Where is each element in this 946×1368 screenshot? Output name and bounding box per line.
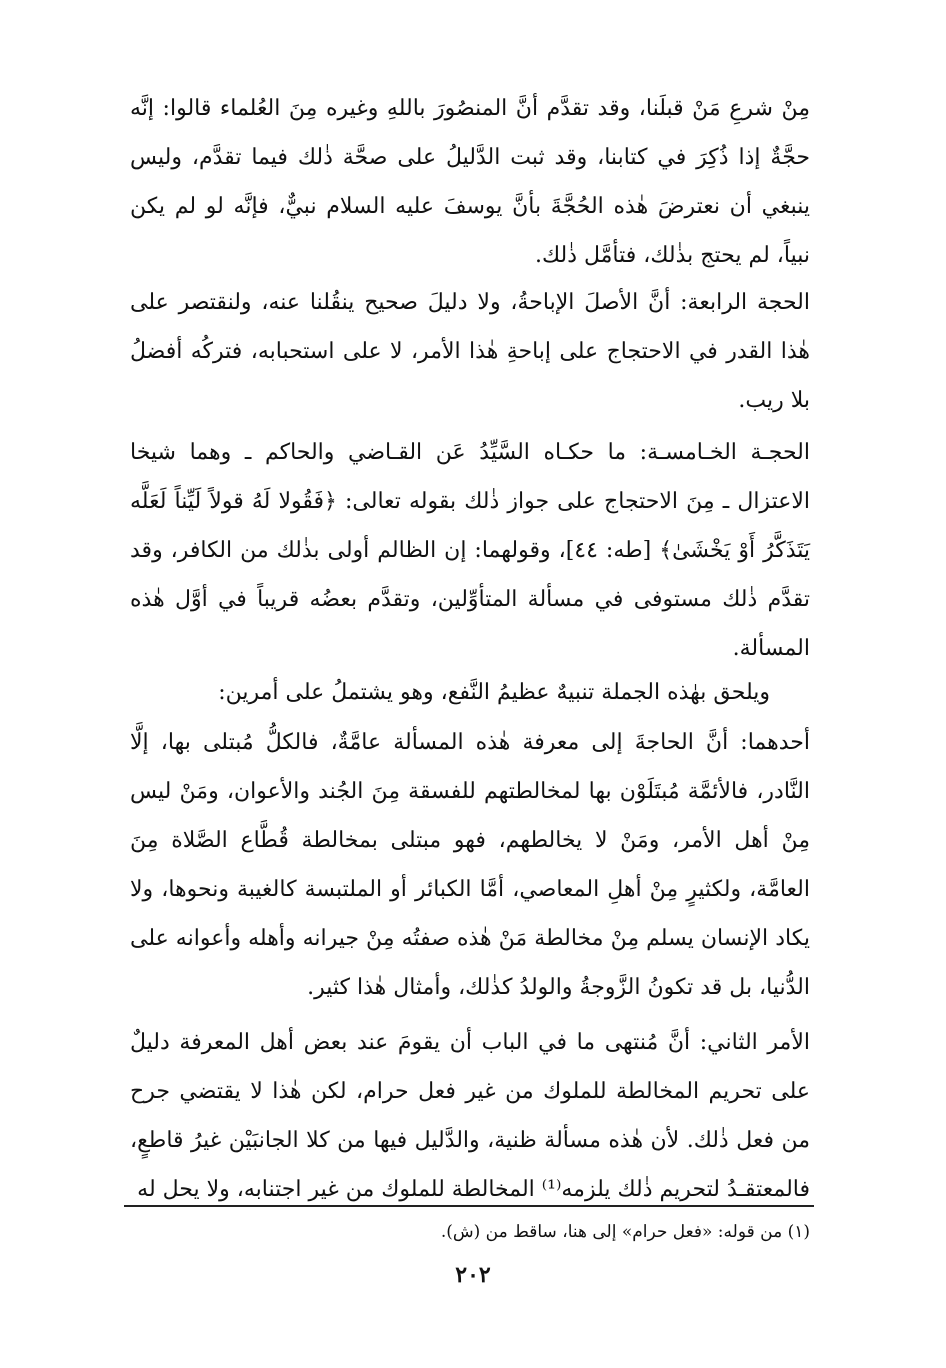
paragraph-4: ويلحق بهٰذه الجملة تنبيهٌ عظيمُ النَّفع، وهو يشتملُ على أمرين: xyxy=(218,680,770,705)
page-number: ٢٠٢ xyxy=(455,1262,491,1288)
footnote-divider xyxy=(124,1205,814,1207)
paragraph-5: أحدهما: أنَّ الحاجةَ إلى معرفة هٰذه المسألة عامَّةٌ، فالكلُّ مُبتلى بها، إلَّا النَّادر، فالأئمَّة مُبتَلَوْن بها لمخالطتهم للفسقة مِنَ الجُند والأعوان، ومَنْ ليس مِنْ أهل الأمر، ومَنْ لا يخالطهم، فهو مبتلى بمخالطة قُطَّاع الصَّلاة مِنَ العامَّة، ولكثيرٍ مِنْ أهلِ المعاصي، أمَّا الكبائر أو الملتبسة كالغيبة ونحوها، ولا يكاد الإنسان يسلم مِنْ مخالطة مَنْ هٰذه صفتُه مِنْ جيرانه وأهله وأعوانه على الدُّنيا، بل قد تكونُ الزَّوجةُ والولدُ كذٰلك، وأمثال هٰذا كثير. xyxy=(130,730,810,1000)
paragraph-6: الأمر الثاني: أنَّ مُنتهى ما في الباب أن يقومَ عند بعض أهل المعرفة دليلٌ على تحريم المخالطة للملوك من غير فعل حرام، لكن هٰذا لا يقتضي جرح من فعل ذٰلك. لأن هٰذه مسألة ظنية، والدَّليل فيها من كلا الجانبَيْن غيرُ قاطعٍ، فالمعتقـدُ لتحريم ذٰلك يلزمه⁽¹⁾ المخالطة للملوك من غير اجتنابه، ولا يحل له xyxy=(130,1030,811,1202)
paragraph-3: الحجـة الخـامسـة: ما حكـاه السَّيِّدُ عَن القـاضي والحاكم ـ وهما شيخا الاعتزال ـ مِنَ الاحتجاج على جواز ذٰلك بقوله تعالى: ﴿فَقُولا لَهُ قولاً لَيِّناً لَعَلَّه يَتَذَكَّرُ أَوْ يَخْشَىٰ﴾ [طه: ٤٤]، وقولهما: إن الظالم أولى بذٰلك من الكافر، وقد تقدَّم ذٰلك مستوفى في مسألة المتأوِّلين، وتقدَّم بعضُه قريباً في أوَّل هٰذه المسألة. xyxy=(130,440,811,661)
paragraph-2: الحجة الرابعة: أنَّ الأصلَ الإباحةُ، ولا دليلَ صحيح ينقُلنا عنه، ولنقتصر على هٰذا القدر في الاحتجاج على إباحةِ هٰذا الأمر، لا على استحبابه، فتركُه أفضلُ بلا ريب. xyxy=(130,290,810,413)
paragraph-1: مِنْ شرعِ مَنْ قبلَنا، وقد تقدَّم أنَّ المنصُورَ باللهِ وغيره مِنَ العُلماء قالوا: إنَّه حجَّةٌ إذا ذُكِرَ في كتابنا، وقد ثبت الدَّليلُ على صحَّة ذٰلك فيما تقدَّم، وليس ينبغي أن نعترضَ هٰذه الحُجَّةَ بأنَّ يوسفَ عليه السلام نبيٌّ، فإنَّه لو لم يكن نبياً، لم يحتج بذٰلك، فتأمَّل ذٰلك. xyxy=(130,96,810,268)
footnote: (١) من قوله: «فعل حرام» إلى هنا، ساقط من (ش). xyxy=(440,1222,810,1242)
